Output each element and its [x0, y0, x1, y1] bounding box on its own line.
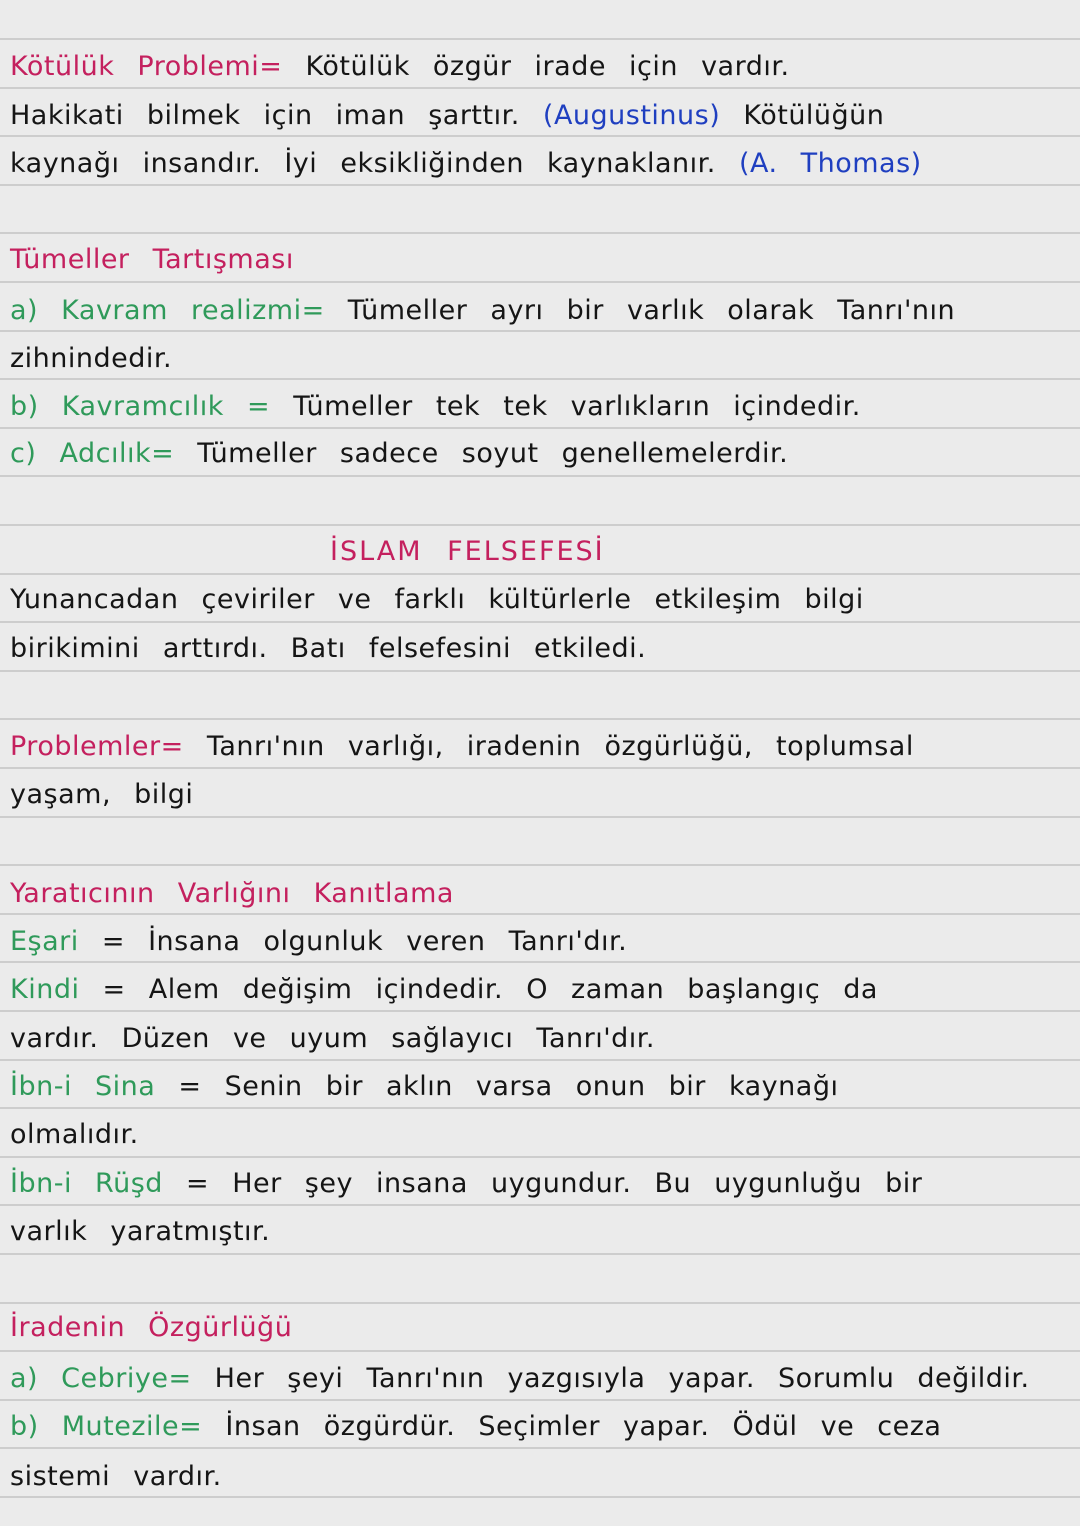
concept-realism-line	[10, 294, 955, 328]
kindi-line	[10, 1022, 655, 1056]
ruled-line	[0, 232, 1080, 234]
nominalism-line	[10, 437, 788, 471]
ruled-line	[0, 961, 1080, 963]
term-text: İbn-i Rüşd	[10, 1168, 163, 1199]
ruled-line	[0, 670, 1080, 672]
islamic-philosophy-title-line	[330, 535, 605, 569]
note-text: yaşam, bilgi	[10, 779, 194, 810]
note-text: Kötülüğün	[720, 100, 885, 131]
note-text: birikimini arttırdı. Batı felsefesini etkiledi.	[10, 633, 647, 664]
concept-realism-line	[10, 342, 172, 376]
ruled-line	[0, 913, 1080, 915]
ruled-line	[0, 184, 1080, 186]
conceptualism-line	[10, 390, 861, 424]
note-text: varlık yaratmıştır.	[10, 1216, 271, 1247]
reference-text: (Augustinus)	[542, 100, 721, 131]
note-text: sistemi vardır.	[10, 1461, 222, 1492]
note-text: vardır. Düzen ve uyum sağlayıcı Tanrı'dır.	[10, 1023, 655, 1054]
ruled-line	[0, 621, 1080, 623]
evil-problem-line	[10, 99, 884, 133]
note-text: olmalıdır.	[10, 1119, 139, 1150]
heading-text: İSLAM FELSEFESİ	[330, 536, 605, 567]
ruled-line	[0, 38, 1080, 40]
ruled-line	[0, 1156, 1080, 1158]
ruled-line	[0, 524, 1080, 526]
ruled-line	[0, 87, 1080, 89]
note-text: İnsan özgürdür. Seçimler yapar. Ödül ve ceza	[202, 1411, 942, 1442]
heading-text: Problemler=	[10, 731, 184, 762]
ruled-line	[0, 1399, 1080, 1401]
ruled-line	[0, 427, 1080, 429]
ruled-line	[0, 718, 1080, 720]
heading-text: İradenin Özgürlüğü	[10, 1312, 293, 1343]
ruled-line	[0, 1107, 1080, 1109]
note-text: = Alem değişim içindedir. O zaman başlangıç da	[79, 974, 878, 1005]
ruled-line	[0, 1447, 1080, 1449]
ruled-line	[0, 475, 1080, 477]
ruled-line	[0, 864, 1080, 866]
note-text: Hakikati bilmek için iman şarttır.	[10, 100, 543, 131]
ibn-sina-line	[10, 1070, 838, 1104]
heading-text: Yaratıcının Varlığını Kanıtlama	[10, 878, 454, 909]
term-text: Kindi	[10, 974, 80, 1005]
note-text: Tanrı'nın varlığı, iradenin özgürlüğü, toplumsal	[183, 731, 914, 762]
ruled-line	[0, 1496, 1080, 1498]
heading-text: Tümeller Tartışması	[10, 244, 294, 275]
mutezile-line	[10, 1410, 941, 1444]
term-text: a) Kavram realizmi=	[10, 295, 325, 326]
note-text: Her şeyi Tanrı'nın yazgısıyla yapar. Sorumlu değildir.	[191, 1363, 1030, 1394]
proving-creator-heading-line	[10, 877, 454, 911]
ruled-line	[0, 378, 1080, 380]
ruled-line	[0, 135, 1080, 137]
ruled-line	[0, 573, 1080, 575]
note-text: = Her şey insana uygundur. Bu uygunluğu bir	[162, 1168, 923, 1199]
term-text: İbn-i Sina	[10, 1071, 156, 1102]
ruled-line	[0, 281, 1080, 283]
evil-problem-line	[10, 147, 922, 181]
reference-text: (A. Thomas)	[738, 148, 922, 179]
free-will-heading-line	[10, 1311, 292, 1345]
note-text: Kötülük özgür irade için vardır.	[282, 51, 790, 82]
ruled-line	[0, 1204, 1080, 1206]
universals-heading-line	[10, 243, 294, 277]
ruled-line	[0, 1059, 1080, 1061]
ruled-line	[0, 767, 1080, 769]
note-text: = İnsana olgunluk veren Tanrı'dır.	[78, 926, 628, 957]
ruled-line	[0, 1302, 1080, 1304]
ibn-rushd-line	[10, 1167, 922, 1201]
note-text: Tümeller tek tek varlıkların içindedir.	[270, 391, 861, 422]
evil-problem-line	[10, 50, 790, 84]
cebriye-line	[10, 1362, 1030, 1396]
term-text: b) Mutezile=	[10, 1411, 203, 1442]
note-text: Tümeller sadece soyut genellemelerdir.	[174, 438, 789, 469]
term-text: Eşari	[10, 926, 79, 957]
kindi-line	[10, 973, 878, 1007]
note-text: zihnindedir.	[10, 343, 173, 374]
ibn-sina-line	[10, 1118, 139, 1152]
islamic-intro-line	[10, 583, 864, 617]
islamic-intro-line	[10, 632, 646, 666]
problems-line	[10, 730, 914, 764]
eshari-line	[10, 925, 627, 959]
ruled-line	[0, 330, 1080, 332]
note-text: Tümeller ayrı bir varlık olarak Tanrı'nın	[324, 295, 956, 326]
note-text: = Senin bir aklın varsa onun bir kaynağı	[155, 1071, 839, 1102]
note-text: Yunancadan çeviriler ve farklı kültürlerle etkileşim bilgi	[10, 584, 864, 615]
ruled-line	[0, 1253, 1080, 1255]
note-text: kaynağı insandır. İyi eksikliğinden kaynaklanır.	[10, 148, 739, 179]
heading-text: Kötülük Problemi=	[10, 51, 283, 82]
ruled-line	[0, 1010, 1080, 1012]
term-text: c) Adcılık=	[10, 438, 175, 469]
ibn-rushd-line	[10, 1215, 270, 1249]
term-text: a) Cebriye=	[10, 1363, 192, 1394]
problems-line	[10, 778, 193, 812]
ruled-line	[0, 1350, 1080, 1352]
term-text: b) Kavramcılık =	[10, 391, 271, 422]
mutezile-line	[10, 1460, 222, 1494]
ruled-line	[0, 816, 1080, 818]
